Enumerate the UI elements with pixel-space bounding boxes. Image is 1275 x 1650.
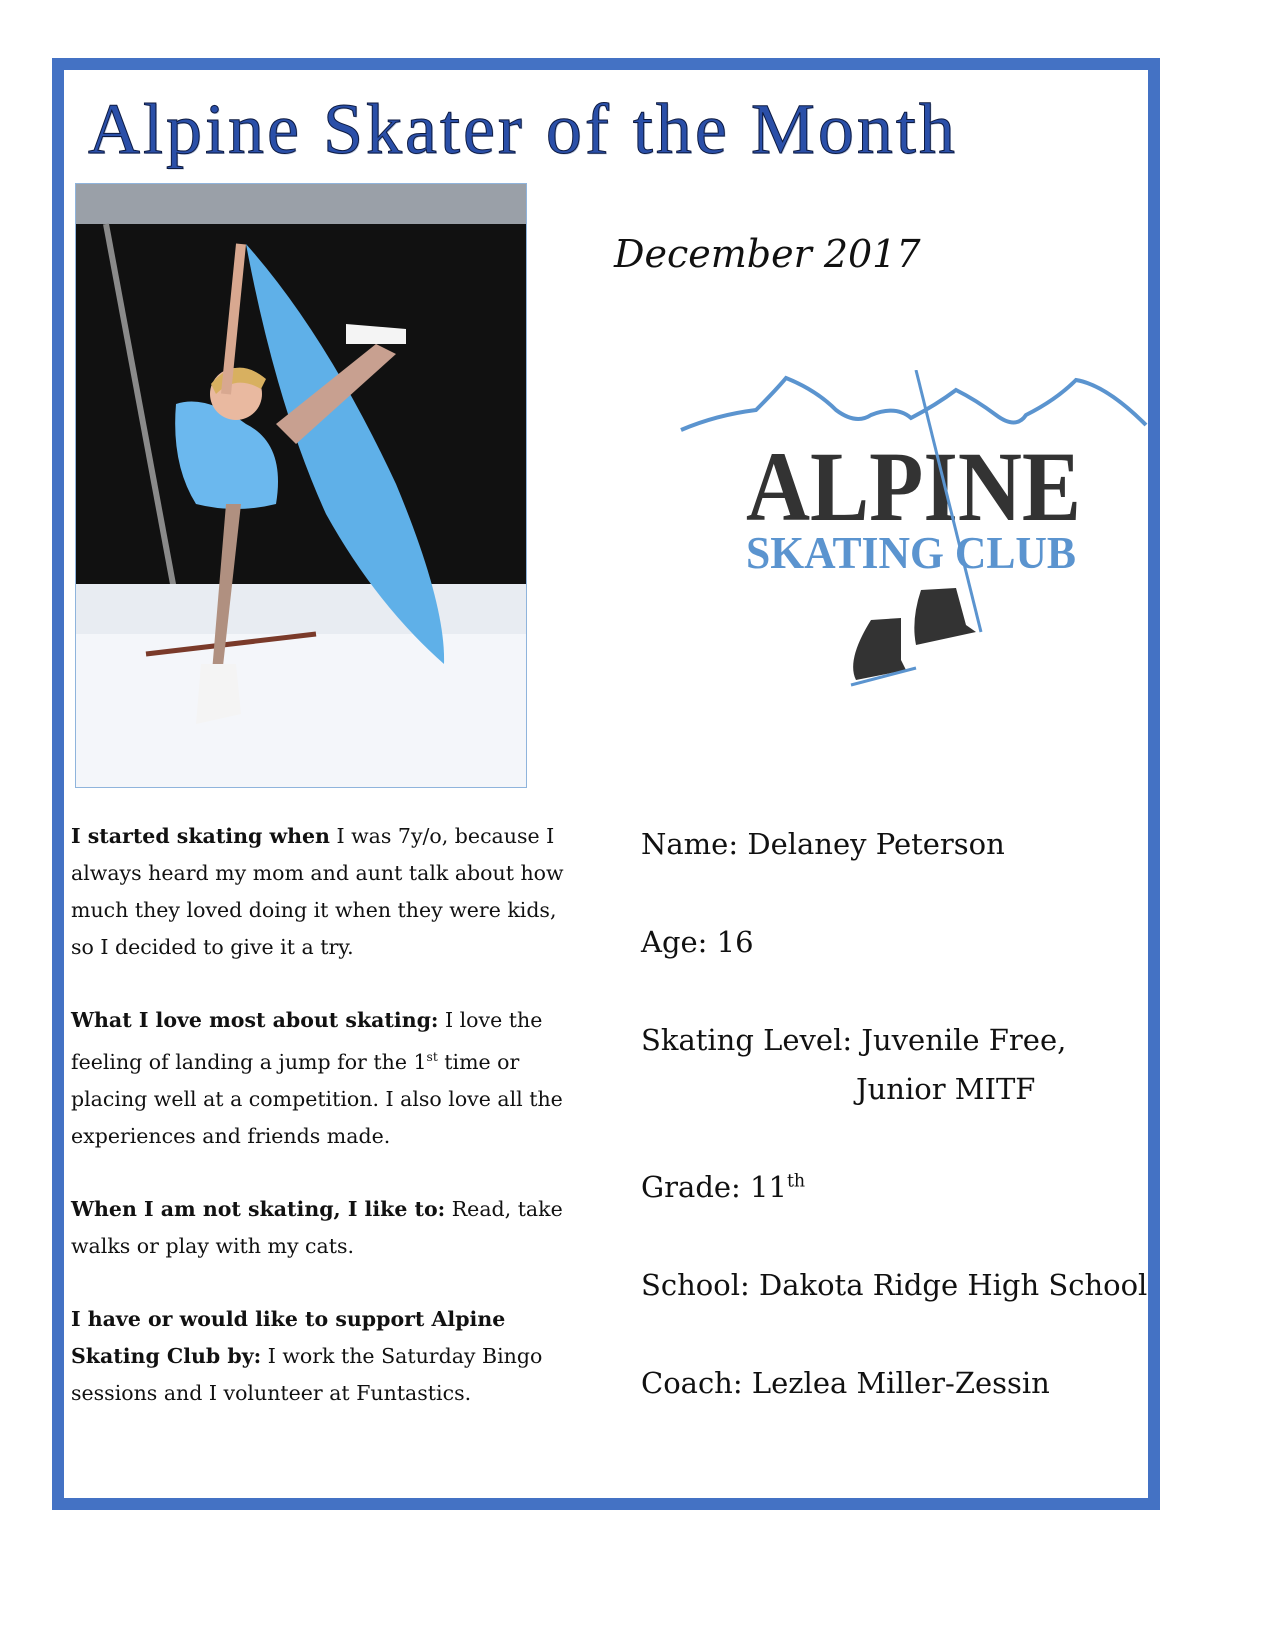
- profile-level-2: Junior MITF: [856, 1072, 1036, 1106]
- profile-age: Age: 16: [641, 925, 754, 959]
- question-support: I have or would like to support Alpine Skating Club by: I work the Saturday Bingo sessions and I volunteer at Funtastics.: [71, 1306, 543, 1405]
- issue-date: December 2017: [614, 232, 921, 276]
- profile-level: Skating Level: Juvenile Free,: [641, 1023, 1067, 1057]
- question-started: I started skating when I was 7y/o, because I always heard my mom and aunt talk about how much they loved doing it when they were kids, so I decided to give it a try.: [71, 824, 564, 959]
- page-title: Alpine Skater of the Month: [88, 89, 958, 169]
- profile-name: Name: Delaney Peterson: [641, 827, 1005, 861]
- question-love-most: What I love most about skating: I love the feeling of landing a jump for the 1st time or placing well at a competition. I also love all the experiences and friends made.: [71, 1008, 563, 1148]
- alpine-skating-club-logo: [676, 370, 1151, 700]
- skater-photo: [75, 183, 527, 788]
- questionnaire: [71, 818, 576, 1448]
- question-not-skating: When I am not skating, I like to: Read, take walks or play with my cats.: [71, 1196, 563, 1258]
- svg-text:ALPINE: ALPINE: [746, 431, 1081, 542]
- profile-grade: Grade: 11th: [641, 1170, 806, 1204]
- svg-text:SKATING CLUB: SKATING CLUB: [746, 527, 1076, 578]
- profile-coach: Coach: Lezlea Miller-Zessin: [641, 1366, 1050, 1400]
- profile-school: School: Dakota Ridge High School: [641, 1268, 1148, 1302]
